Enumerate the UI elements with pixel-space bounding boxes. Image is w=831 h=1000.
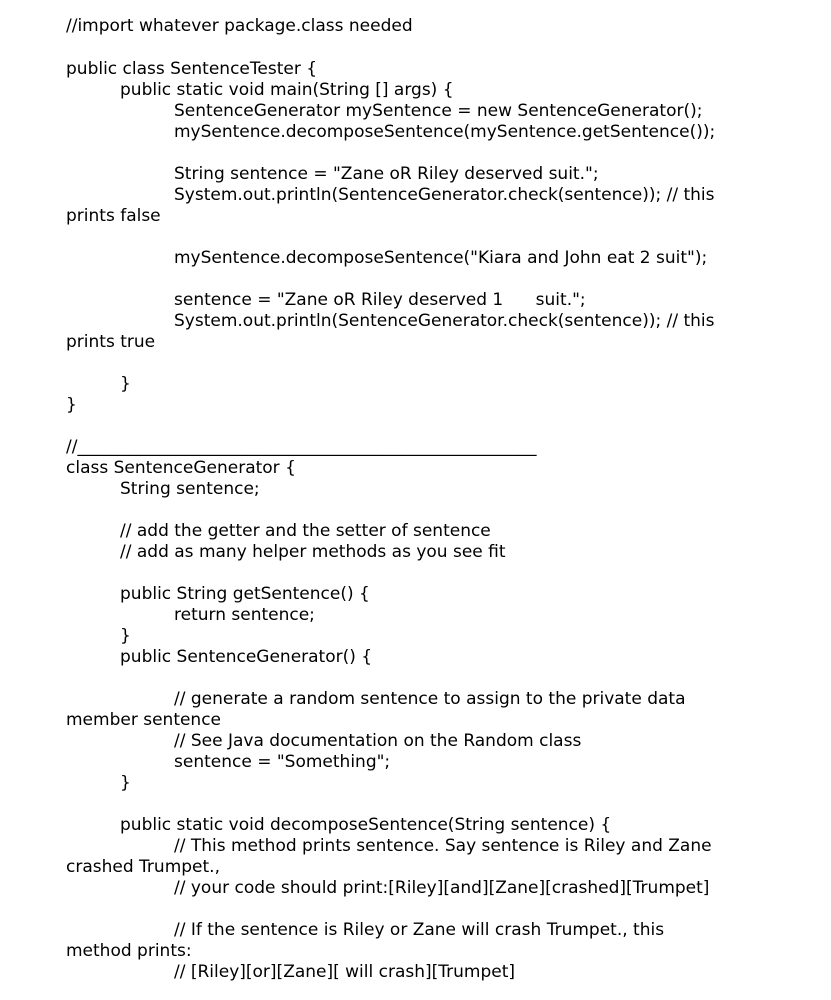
code-line: mySentence.decomposeSentence("Kiara and John eat 2 suit"); (174, 248, 708, 268)
code-line: public SentenceGenerator() { (120, 647, 373, 667)
code-line: System.out.println(SentenceGenerator.check(sentence)); // this (174, 185, 715, 205)
code-line: } (120, 773, 131, 793)
code-line: class SentenceGenerator { (66, 458, 296, 478)
code-line: public String getSentence() { (120, 584, 370, 604)
code-line: public static void main(String [] args) { (120, 80, 454, 100)
code-line: //import whatever package.class needed (66, 16, 413, 36)
code-line: return sentence; (174, 605, 315, 625)
code-line: System.out.println(SentenceGenerator.check(sentence)); // this (174, 311, 715, 331)
code-line: String sentence; (120, 479, 260, 499)
code-line: prints true (66, 332, 156, 352)
code-line: // your code should print:[Riley][and][Zane][crashed][Trumpet] (174, 878, 710, 898)
code-line: String sentence = "Zane oR Riley deserved suit."; (174, 164, 599, 184)
code-line: // add the getter and the setter of sentence (120, 521, 491, 541)
code-line: // [Riley][or][Zane][ will crash][Trumpet] (174, 962, 516, 982)
code-line: public class SentenceTester { (66, 59, 318, 79)
code-line: SentenceGenerator mySentence = new SentenceGenerator(); (174, 101, 703, 121)
code-line: } (66, 395, 77, 415)
code-line: // This method prints sentence. Say sentence is Riley and Zane (174, 836, 712, 856)
code-line: sentence = "Something"; (174, 752, 391, 772)
code-line: //______________________________________________________ (66, 437, 537, 457)
code-line: member sentence (66, 710, 222, 730)
code-line: crashed Trumpet., (66, 857, 220, 877)
code-line: // add as many helper methods as you see fit (120, 542, 506, 562)
code-line: prints false (66, 206, 161, 226)
code-line: sentence = "Zane oR Riley deserved 1 suit."; (174, 290, 586, 310)
code-line: public static void decomposeSentence(String sentence) { (120, 815, 612, 835)
code-line: } (120, 374, 131, 394)
code-line: mySentence.decomposeSentence(mySentence.getSentence()); (174, 122, 716, 142)
code-line: // See Java documentation on the Random class (174, 731, 582, 751)
code-line: // generate a random sentence to assign to the private data (174, 689, 686, 709)
code-line: } (120, 626, 131, 646)
code-line: method prints: (66, 941, 192, 961)
code-line: // If the sentence is Riley or Zane will crash Trumpet., this (174, 920, 665, 940)
